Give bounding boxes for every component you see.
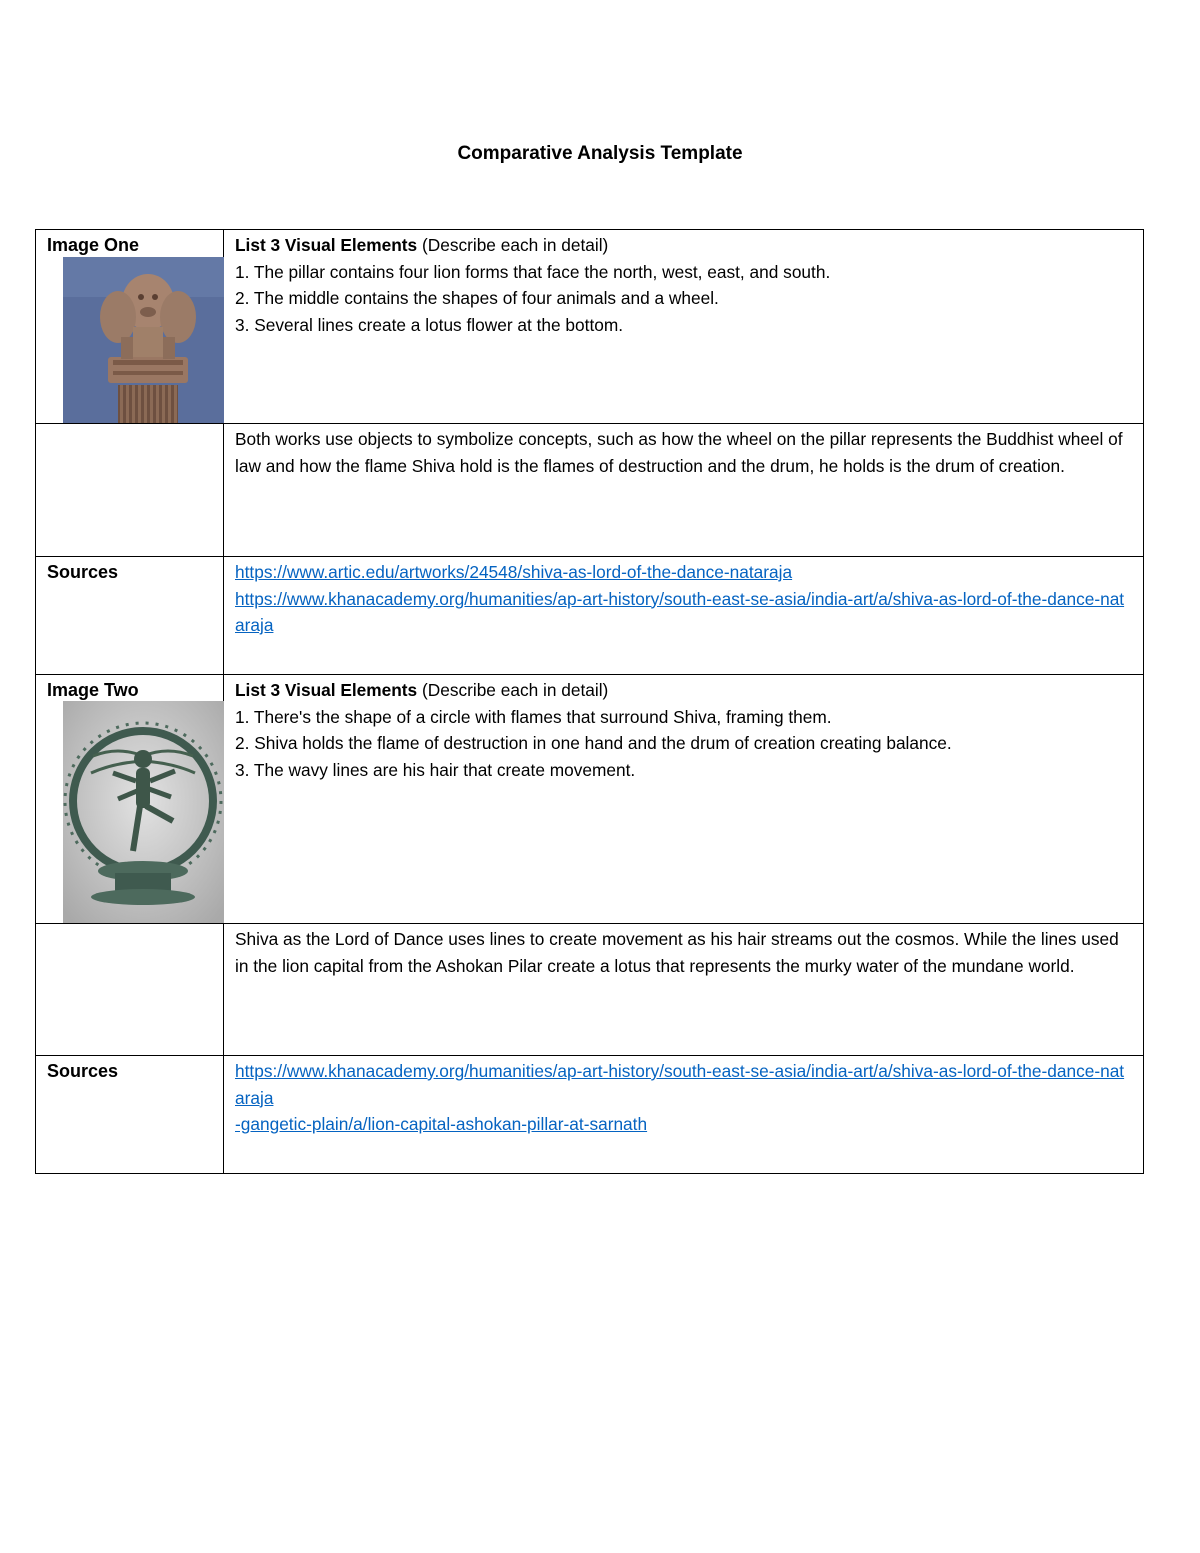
comparison-two-text: Shiva as the Lord of Dance uses lines to create movement as his hair streams out the cosmos. While the lines used in the lion capital from the Ashokan Pilar create a lotus that represents the murky water of the mundane world. xyxy=(224,924,1144,1056)
sources-one-label: Sources xyxy=(47,562,119,582)
comparison-table xyxy=(35,229,1144,1174)
sources-two-row xyxy=(36,1056,1144,1174)
heading-bold: List 3 Visual Elements xyxy=(235,235,418,255)
image-two-item: 2. Shiva holds the flame of destruction in one hand and the drum of creation creating balance. xyxy=(235,733,952,753)
heading-rest: (Describe each in detail) xyxy=(417,680,609,700)
empty-cell xyxy=(36,424,224,557)
source-link[interactable]: https://www.khanacademy.org/humanities/ap-art-history/south-east-se-asia/india-art/a/shiva-as-lord-of-the-dance-nataraja xyxy=(235,588,1125,635)
empty-cell xyxy=(36,924,224,1056)
source-link[interactable]: https://www.artic.edu/artworks/24548/shiva-as-lord-of-the-dance-nataraja xyxy=(235,562,793,582)
image-two-item: 3. The wavy lines are his hair that create movement. xyxy=(235,759,636,780)
image-one-item: 3. Several lines create a lotus flower at the bottom. xyxy=(235,314,624,335)
image-one-heading xyxy=(235,232,1133,259)
image-two-label: Image Two xyxy=(47,680,139,700)
source-link[interactable]: -gangetic-plain/a/lion-capital-ashokan-pillar-at-sarnath xyxy=(235,1114,648,1134)
lion-capital-image xyxy=(63,257,224,423)
comparison-two-row xyxy=(36,924,1144,1056)
image-two-item: 1. There's the shape of a circle with flames that surround Shiva, framing them. xyxy=(235,706,832,727)
image-two-heading xyxy=(235,677,1133,704)
source-link[interactable]: https://www.khanacademy.org/humanities/ap-art-history/south-east-se-asia/india-art/a/shiva-as-lord-of-the-dance-nataraja xyxy=(235,1061,1125,1108)
sources-one-cell xyxy=(36,557,224,675)
shiva-nataraja-image xyxy=(63,701,224,923)
sources-one-links-cell xyxy=(224,557,1144,675)
heading-bold: List 3 Visual Elements xyxy=(235,680,418,700)
heading-rest: (Describe each in detail) xyxy=(417,235,609,255)
image-one-item: 1. The pillar contains four lion forms that face the north, west, east, and south. xyxy=(235,261,831,282)
image-one-item: 2. The middle contains the shapes of four animals and a wheel. xyxy=(235,288,719,308)
image-two-row xyxy=(36,675,1144,924)
image-one-label: Image One xyxy=(47,235,140,255)
comparison-one-text: Both works use objects to symbolize concepts, such as how the wheel on the pillar represents the Buddhist wheel of law and how the flame Shiva hold is the flames of destruction and the drum, he holds is the drum of creation. xyxy=(224,424,1144,557)
sources-two-cell xyxy=(36,1056,224,1174)
document-title: Comparative Analysis Template xyxy=(457,143,743,164)
image-one-elements-cell xyxy=(224,230,1144,424)
image-one-row xyxy=(36,230,1144,424)
sources-one-row xyxy=(36,557,1144,675)
comparison-one-row xyxy=(36,424,1144,557)
sources-two-links-cell xyxy=(224,1056,1144,1174)
sources-two-label: Sources xyxy=(47,1061,119,1081)
image-two-elements-cell xyxy=(224,675,1144,924)
image-one-cell xyxy=(36,230,224,424)
image-two-cell xyxy=(36,675,224,924)
